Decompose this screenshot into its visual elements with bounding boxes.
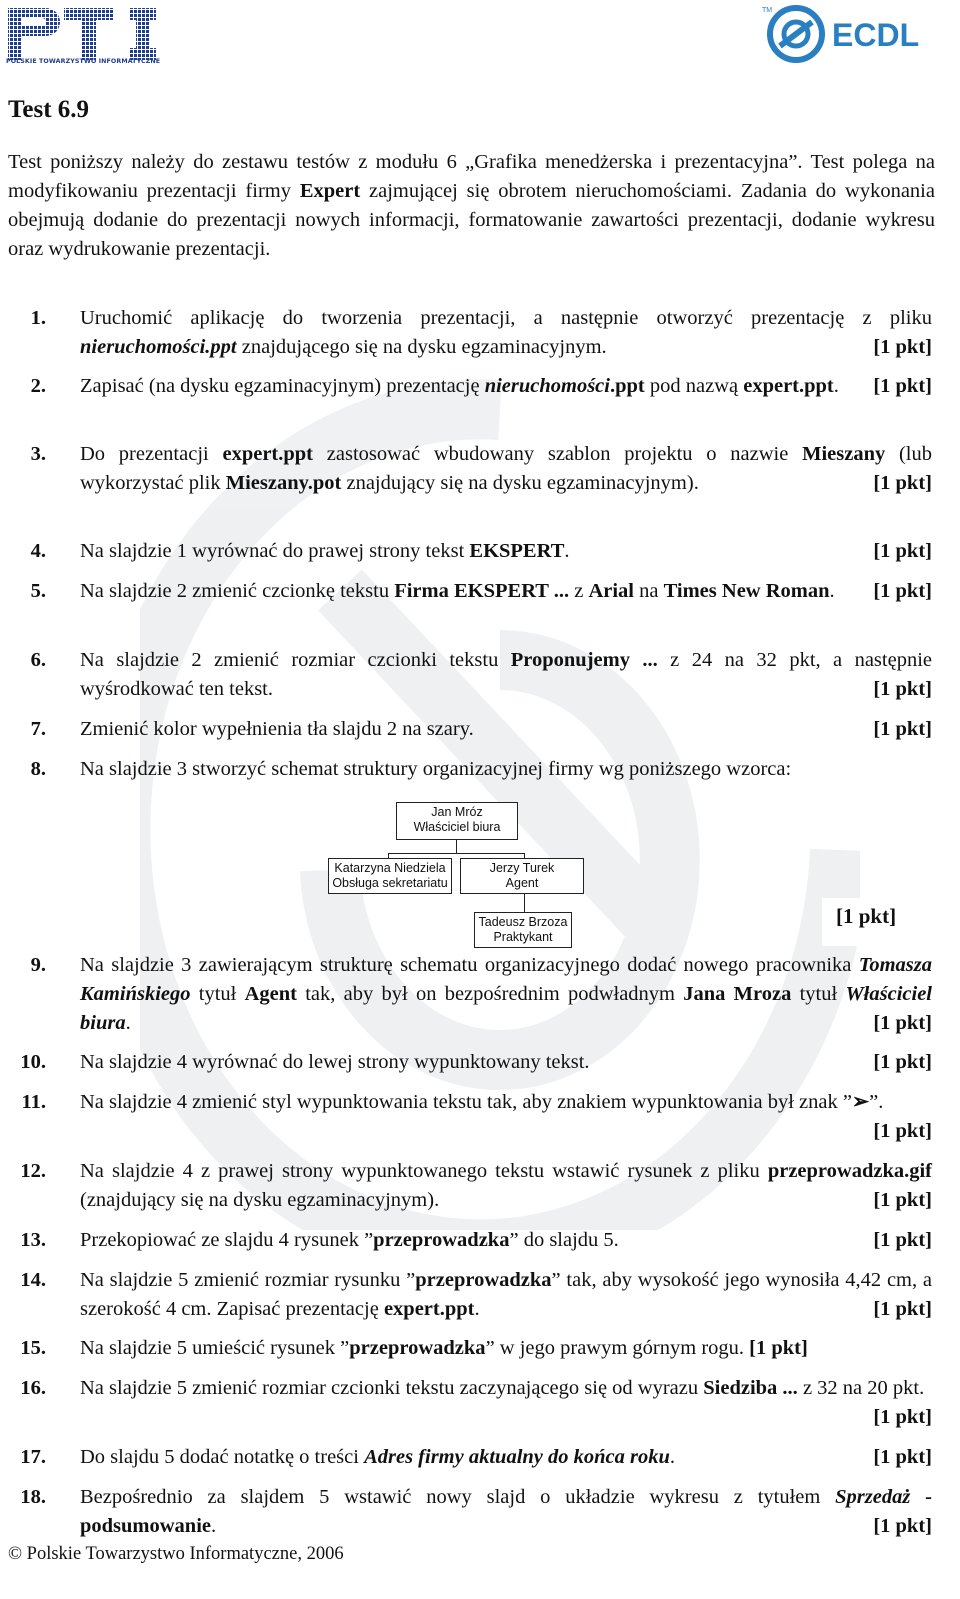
org-node-root: Jan Mróz Właściciel biura [396, 802, 518, 840]
points-label: [1 pkt] [873, 375, 932, 397]
points-label: [1 pkt] [873, 718, 932, 740]
points-label: [1 pkt] [873, 1012, 932, 1034]
arrow-bullet-icon: ➢ [851, 1091, 870, 1113]
org-node-left: Katarzyna Niedziela Obsługa sekretariatu [328, 858, 452, 894]
points-label: [1 pkt] [873, 580, 932, 602]
points-label: [1 pkt] [873, 1515, 932, 1537]
org-node-right: Jerzy Turek Agent [460, 858, 584, 894]
page-header [0, 0, 960, 70]
page-title: Test 6.9 [8, 96, 90, 123]
points-label: [1 pkt] [873, 336, 932, 358]
page-footer: © Polskie Towarzystwo Informatyczne, 2006 [8, 1544, 344, 1564]
pti-logo [6, 2, 161, 66]
points-label: [1 pkt] [873, 678, 932, 700]
points-label: [1 pkt] [822, 898, 932, 946]
points-label: [1 pkt] [873, 1229, 932, 1251]
ecdl-tm: TM [762, 7, 773, 14]
points-label: [1 pkt] [749, 1337, 808, 1359]
points-label: [1 pkt] [873, 1446, 932, 1468]
points-label: [1 pkt] [873, 1051, 932, 1073]
points-label: [1 pkt] [873, 1189, 932, 1211]
points-label: [1 pkt] [873, 1406, 932, 1428]
ecdl-logo [762, 2, 952, 64]
points-label: [1 pkt] [873, 472, 932, 494]
points-label: [1 pkt] [873, 1120, 932, 1142]
points-label: [1 pkt] [873, 1298, 932, 1320]
org-node-sub: Tadeusz Brzoza Praktykant [474, 912, 572, 948]
points-label: [1 pkt] [873, 540, 932, 562]
org-chart [328, 800, 588, 950]
pti-caption: POLSKIE TOWARZYSTWO INFORMATYCZNE [6, 58, 161, 65]
ecdl-wordmark: ECDL [832, 17, 920, 53]
intro-paragraph: Test poniższy należy do zestawu testów z modułu 6 „Grafika menedżerska i prezentacyjna”. Test polega na modyfikowaniu prezentacji firmy Expert zajmującej się obrotem nieruchomościami. Zadania do wykonania obejmują dodanie do prezentacji nowych informacji, formatowanie zawartości prezentacji, dodanie wykresu oraz wydrukowanie prezentacji. [8, 151, 935, 260]
